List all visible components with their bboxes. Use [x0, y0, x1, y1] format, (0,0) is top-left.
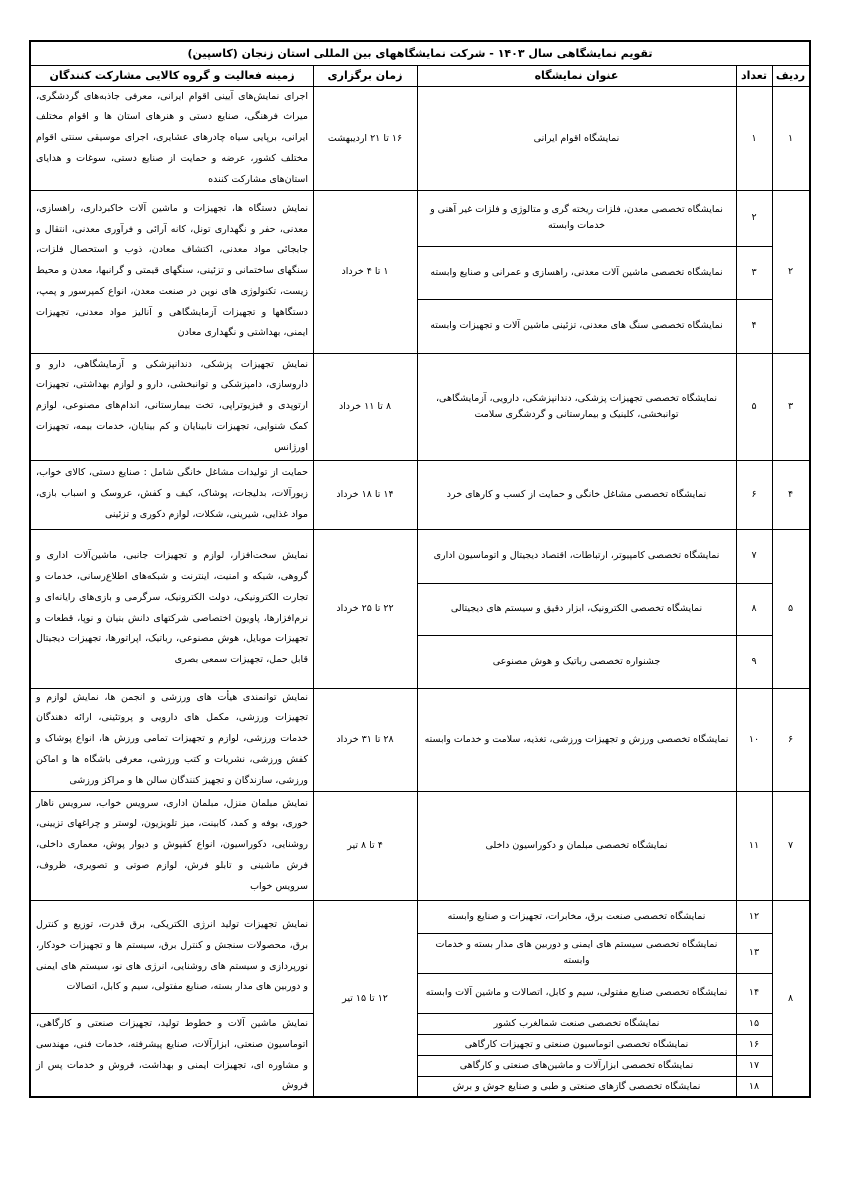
item-number: ۵: [751, 400, 757, 412]
activity-description: نمایش دستگاه ها، تجهیزات و ماشین آلات خاکبرداری، راهسازی، معدنی، حفر و نگهداری تونل، کانه آرائی و فرآوری معدنی، انتقال و جابجائی مواد معدنی، اکتشاف معادن، ذوب و استحصال فلزات، سنگهای ساختمانی و تزئینی، سنگهای قیمتی و گرانبها، معدن و محیط زیست، تکنولوژی های نوین در صنعت معدن، انواع کمپرسور و پمپ، دستگاهها و تجهیزات آزمایشگاهی و آنالیز مواد معدنی، تجهیزات ایمنی، بهداشتی و نگهداری معادن: [36, 202, 308, 339]
exhibition-title: نمایشگاه تخصصی مشاغل خانگی و حمایت از کسب و کارهای خرد: [446, 488, 707, 500]
group-row-number: ۷: [787, 839, 794, 851]
exhibition-title: نمایشگاه تخصصی صنایع مفتولی، سیم و کابل، اتصالات و ماشین آلات وابسته: [425, 987, 728, 998]
exhibition-date: ۲۲ تا ۲۵ خرداد: [336, 602, 394, 614]
item-number: ۱۰: [748, 733, 760, 745]
exhibition-title: نمایشگاه تخصصی صنعت برق، مخابرات، تجهیزات و صنایع وابسته: [447, 910, 706, 922]
item-number: ۱۲: [748, 910, 760, 922]
activity-description: نمایش تجهیزات تولید انرژی الکتریکی، برق قدرت، توزیع و کنترل برق، محصولات سنجش و کنترل برق، سیستم ها و تجهیزات خودکار، نورپردازی و سیستم های روشنایی، انرژی های نو، سیستم های ایمنی و دوربین های مدار بسته، صنایع مفتولی، سیم و کابل، اتصالات: [36, 918, 308, 993]
exhibition-title: نمایشگاه تخصصی الکترونیک، ابزار دقیق و سیستم های دیجیتالی: [450, 603, 703, 614]
header-row-number: ردیف: [772, 66, 809, 87]
exhibition-title: نمایشگاه اقوام ایرانی: [533, 132, 620, 144]
header-activity: زمینه فعالیت و گروه کالایی مشارکت کنندگان: [31, 66, 313, 87]
item-number: ۴: [751, 320, 757, 331]
exhibition-title: نمایشگاه تخصصی سیستم های ایمنی و دوربین های مدار بسته و خدمات وابسته: [435, 939, 718, 966]
activity-description: نمایش ماشین آلات و خطوط تولید، تجهیزات صنعتی و کارگاهی، اتوماسیون صنعتی، ابزارآلات، صنایع پیشرفته، خدمات فنی، مهندسی و مشاوره ای، تجهیزات ایمنی و بهداشت، فروش و خدمات پس از فروش: [36, 1017, 308, 1092]
exhibition-title: نمایشگاه تخصصی سنگ های معدنی، تزئینی ماشین آلات و تجهیزات وابسته: [430, 320, 723, 331]
exhibition-title: نمایشگاه تخصصی معدن، فلزات ریخته گری و متالوژی و فلزات غیر آهنی و خدمات وابسته: [430, 204, 723, 231]
exhibition-title: نمایشگاه تخصصی مبلمان و دکوراسیون داخلی: [485, 839, 668, 851]
group-row-number: ۲: [787, 265, 794, 277]
exhibition-title: نمایشگاه تخصصی کامپیوتر، ارتباطات، اقتصاد دیجیتال و اتوماسیون اداری: [433, 550, 720, 561]
exhibition-date: ۸ تا ۱۱ خرداد: [338, 400, 392, 412]
group-row-number: ۶: [787, 733, 794, 745]
activity-description: نمایش سخت‌افزار، لوازم و تجهیزات جانبی، ماشین‌آلات اداری و گروهی، شبکه و امنیت، اینترنت و شبکه‌های اطلاع‌رسانی، خدمات و تجارت الکترونیکی، دولت الکترونیک، سرگرمی و بازی‌های رایانه‌ای و نرم‌افزارها، پاویون اختصاصی شرکتهای دانش بنیان و نوپا، قطعات و تجهیزات موبایل، هوش مصنوعی، رباتیک، اپراتورها، تجهیزات دیجیتال قابل حمل، تجهیزات سمعی بصری: [36, 550, 308, 666]
item-number: ۱۱: [748, 839, 760, 851]
activity-description: نمایش تجهیزات پزشکی، دندانپزشکی و آزمایشگاهی، دارو و داروسازی، دامپزشکی و توانبخشی، دارو و لوازم بهداشتی، تجهیزات ارتوپدی و فیزیوتراپی، تخت بیمارستانی، اندام‌های مصنوعی، لوازم کمک شنوایی، تجهیزات نابینایان و کم بینایان، خدمات بیمه، تجهیزات اورژانس: [36, 358, 308, 453]
exhibition-title: نمایشگاه تخصصی ماشین آلات معدنی، راهسازی و عمرانی و صنایع وابسته: [430, 266, 723, 278]
group-row-number: ۴: [787, 488, 794, 500]
exhibition-date: ۴ تا ۸ تیر: [347, 839, 383, 851]
item-number: ۲: [751, 212, 757, 223]
item-number: ۱۵: [748, 1017, 760, 1029]
exhibition-date: ۱۲ تا ۱۵ تیر: [342, 993, 388, 1004]
item-number: ۱۷: [748, 1059, 760, 1071]
item-number: ۱: [751, 132, 757, 144]
exhibition-title: نمایشگاه تخصصی ابزارآلات و ماشین‌های صنعتی و کارگاهی: [459, 1059, 694, 1071]
group-row-number: ۳: [787, 400, 794, 412]
item-number: ۱۳: [748, 947, 760, 958]
item-number: ۱۴: [748, 987, 760, 998]
item-number: ۱۶: [748, 1038, 760, 1050]
exhibition-calendar-table: [29, 40, 811, 1098]
exhibition-date: ۱ تا ۴ خرداد: [341, 265, 389, 277]
exhibition-date: ۲۸ تا ۳۱ خرداد: [336, 733, 394, 745]
exhibition-title: نمایشگاه تخصصی گازهای صنعتی و طبی و صنایع جوش و برش: [452, 1081, 701, 1092]
group-row-number: ۵: [787, 602, 794, 614]
exhibition-title: نمایشگاه تخصصی اتوماسیون صنعتی و تجهیزات کارگاهی: [464, 1038, 689, 1050]
table-title: تقویم نمایشگاهی سال ۱۴۰۳ - شرکت نمایشگاههای بین المللی استان زنجان (کاسپین): [31, 42, 809, 66]
activity-description: اجرای نمایش‌های آیینی اقوام ایرانی، معرفی جاذبه‌های گردشگری، میراث فرهنگی، صنایع دستی و هنرهای استان ها و اقوام مختلف ایرانی، برپایی سیاه چادرهای عشایری، اجرای موسیقی سنتی اقوام مختلف کشور، عرضه و حمایت از صنایع دستی، سوغات و هدایای استان‌های مشارکت کننده: [36, 90, 308, 185]
exhibition-date: ۱۴ تا ۱۸ خرداد: [336, 488, 394, 500]
exhibition-title: نمایشگاه تخصصی تجهیزات پزشکی، دندانپزشکی، دارویی، آزمایشگاهی، توانبخشی، کلینیک و بیمارستانی و گردشگری سلامت: [435, 392, 718, 420]
activity-description: نمایش توانمندی هیأت های ورزشی و انجمن ها، نمایش لوازم و تجهیزات ورزشی، مکمل های دارویی و پروتئینی، ارائه دهندگان خدمات ورزشی، لوازم و تجهیزات تمامی ورزش ها، انواع پوشاک و کفش ورزشی، نشریات و کتب ورزشی، معرفی باشگاه ها و اماکن ورزشی، سازندگان و تجهیز کنندگان سالن ها و مراکز ورزشی: [36, 691, 308, 786]
group-row-number: ۸: [787, 993, 794, 1004]
header-exhibition-title: عنوان نمایشگاه: [417, 66, 736, 87]
header-count: تعداد: [736, 66, 772, 87]
exhibition-title: جشنواره تخصصی رباتیک و هوش مصنوعی: [492, 655, 661, 667]
item-number: ۷: [751, 550, 757, 561]
header-schedule: زمان برگزاری: [313, 66, 417, 87]
item-number: ۸: [751, 603, 757, 614]
item-number: ۳: [751, 266, 757, 278]
activity-description: حمایت از تولیدات مشاغل خانگی شامل : صنایع دستی، کالای خواب، زیورآلات، بدلیجات، پوشاک، کیف و کفش، عروسک و اسباب بازی، مواد غذایی، شیرینی، شکلات، لوازم دکوری و تزئینی: [36, 467, 308, 520]
item-number: ۹: [751, 655, 757, 667]
activity-description: نمایش مبلمان منزل، مبلمان اداری، سرویس خواب، سرویس ناهار خوری، بوفه و کمد، کابینت، میز تلویزیون، لوستر و چراغهای تزیینی، روشنایی، دکوراسیون، انواع کفپوش و دیوار پوش، معماری داخلی، فرش ماشینی و تابلو فرش، لوازم صوتی و تصویری، ظروف، سرویس خواب: [36, 797, 308, 892]
item-number: ۱۸: [748, 1081, 760, 1092]
item-number: ۶: [751, 488, 757, 500]
exhibition-title: نمایشگاه تخصصی ورزش و تجهیزات ورزشی، تغذیه، سلامت و خدمات وابسته: [424, 733, 729, 745]
exhibition-date: ۱۶ تا ۲۱ اردیبهشت: [327, 132, 403, 144]
exhibition-title: نمایشگاه تخصصی صنعت شمالغرب کشور: [493, 1017, 660, 1029]
group-row-number: ۱: [787, 132, 794, 144]
